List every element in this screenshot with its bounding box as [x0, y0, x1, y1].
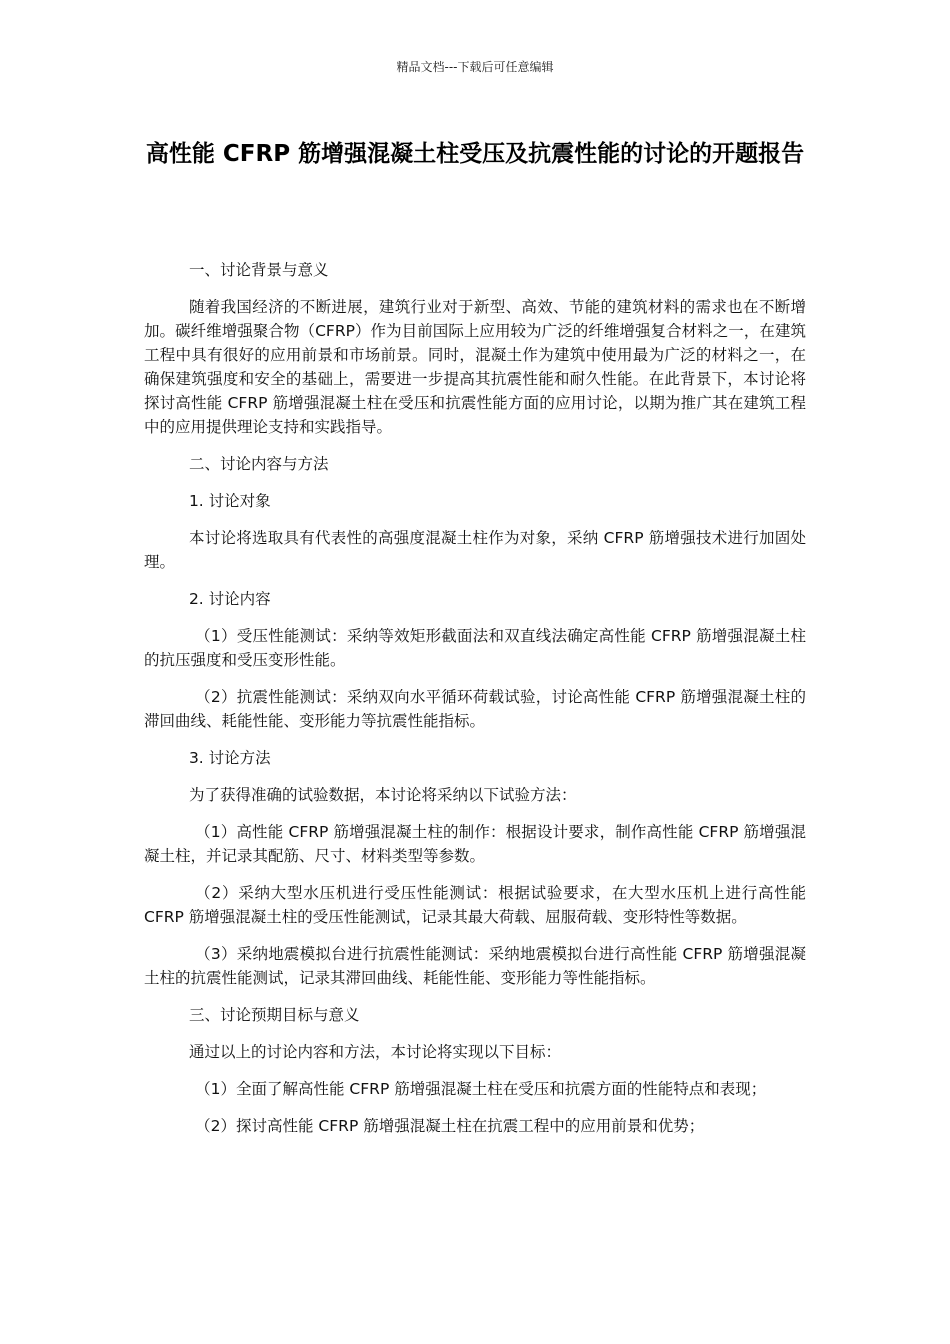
paragraph-goals-intro: 通过以上的讨论内容和方法，本讨论将实现以下目标： — [188, 1043, 561, 1061]
document-title: 高性能 CFRP 筋增强混凝土柱受压及抗震性能的讨论的开题报告 — [145, 141, 805, 167]
subheading-research-content: 2. 讨论内容 — [188, 590, 271, 608]
paragraph-method-intro: 为了获得准确的试验数据，本讨论将采纳以下试验方法： — [188, 786, 577, 804]
list-item-goal-application: （2）探讨高性能 CFRP 筋增强混凝土柱在抗震工程中的应用前景和优势； — [195, 1117, 705, 1135]
list-item-compression-test: （1）受压性能测试：采纳等效矩形截面法和双直线法确定高性能 CFRP 筋增强混凝土柱的抗压强度和受压变形性能。 — [144, 627, 806, 669]
list-item-goal-performance: （1）全面了解高性能 CFRP 筋增强混凝土柱在受压和抗震方面的性能特点和表现； — [195, 1080, 767, 1098]
document-body — [144, 258, 806, 1151]
list-item-hydraulic-press-test: （2）采纳大型水压机进行受压性能测试：根据试验要求，在大型水压机上进行高性能 CFRP 筋增强混凝土柱的受压性能测试，记录其最大荷载、屈服荷载、变形特性等数据。 — [144, 884, 806, 926]
section-heading-content-method: 二、讨论内容与方法 — [188, 455, 329, 473]
list-item-column-fabrication: （1）高性能 CFRP 筋增强混凝土柱的制作：根据设计要求，制作高性能 CFRP 筋增强混凝土柱，并记录其配筋、尺寸、材料类型等参数。 — [144, 823, 806, 865]
subheading-research-method: 3. 讨论方法 — [188, 749, 271, 767]
page-header-note: 精品文档---下载后可任意编辑 — [396, 60, 554, 74]
paragraph-research-object: 本讨论将选取具有代表性的高强度混凝土柱作为对象，采纳 CFRP 筋增强技术进行加固处理。 — [144, 529, 806, 571]
section-heading-goals: 三、讨论预期目标与意义 — [188, 1006, 360, 1024]
paragraph-background: 随着我国经济的不断进展，建筑行业对于新型、高效、节能的建筑材料的需求也在不断增加。碳纤维增强聚合物（CFRP）作为目前国际上应用较为广泛的纤维增强复合材料之一，在建筑工程中具有很好的应用前景和市场前景。同时，混凝土作为建筑中使用最为广泛的材料之一，在确保建筑强度和安全的基础上，需要进一步提高其抗震性能和耐久性能。在此背景下，本讨论将探讨高性能 CFRP 筋增强混凝土柱在受压和抗震性能方面的应用讨论，以期为推广其在建筑工程中的应用提供理论支持和实践指导。 — [144, 298, 806, 436]
list-item-shaking-table-test: （3）采纳地震模拟台进行抗震性能测试：采纳地震模拟台进行高性能 CFRP 筋增强混凝土柱的抗震性能测试，记录其滞回曲线、耗能性能、变形能力等性能指标。 — [144, 945, 806, 987]
list-item-seismic-test: （2）抗震性能测试：采纳双向水平循环荷载试验，讨论高性能 CFRP 筋增强混凝土柱的滞回曲线、耗能性能、变形能力等抗震性能指标。 — [144, 688, 806, 730]
section-heading-background: 一、讨论背景与意义 — [188, 261, 329, 279]
subheading-research-object: 1. 讨论对象 — [188, 492, 271, 510]
